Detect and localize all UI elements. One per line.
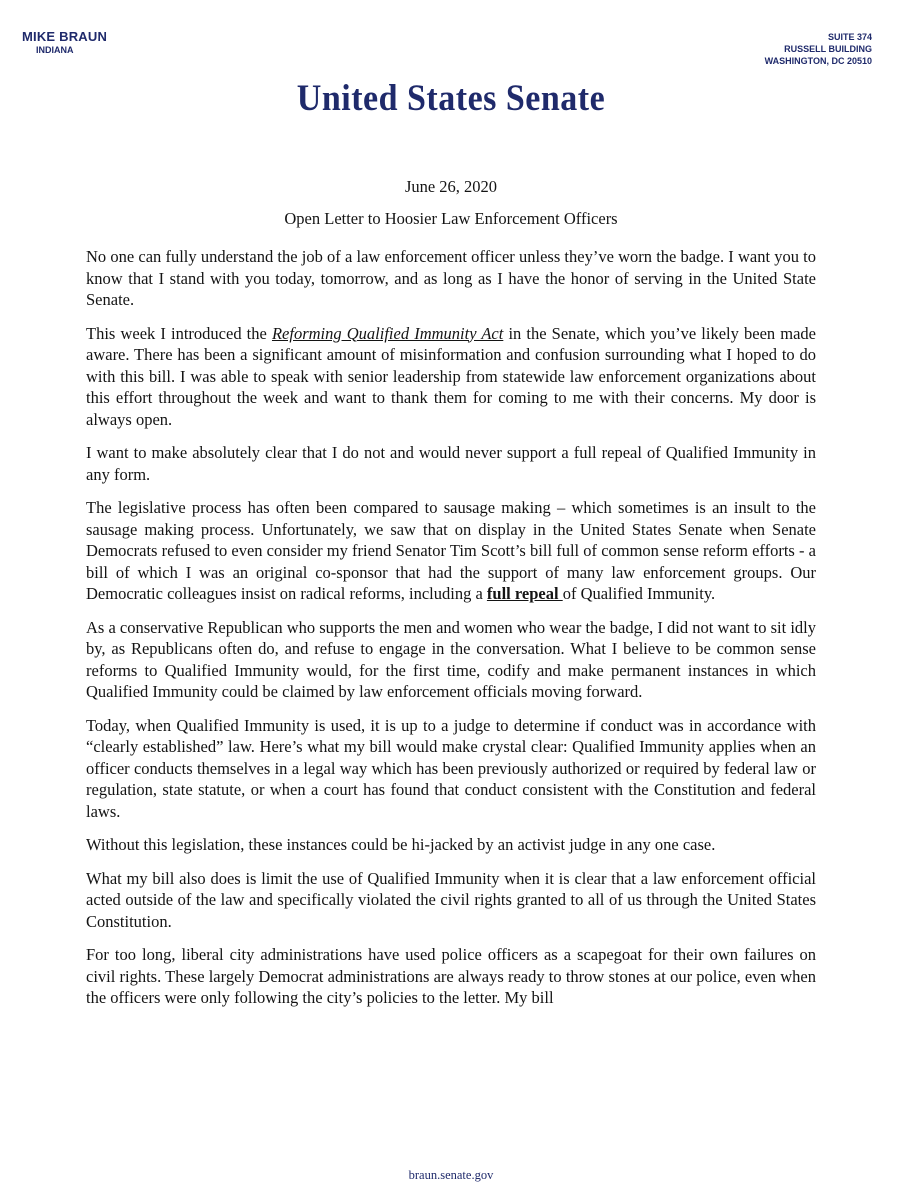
office-suite: SUITE 374 — [827, 32, 872, 42]
footer-website: braun.senate.gov — [408, 1168, 494, 1182]
paragraph-2 — [86, 323, 816, 431]
bill-title: Reforming Qualified Immunity Act — [271, 323, 504, 343]
letterhead-office-address — [765, 32, 872, 68]
paragraph-8: What my bill also does is limit the use of Qualified Immunity when it is clear that a law enforcement official acted outside of the law and specifically violated the civil rights granted to all of us through the United States Constitution. — [86, 868, 816, 931]
paragraph-3: I want to make absolutely clear that I do not and would never support a full repeal of Qualified Immunity in any form. — [86, 443, 816, 484]
letterhead-sender — [22, 30, 107, 55]
paragraph-7: Without this legislation, these instances could be hi-jacked by an activist judge in any one case. — [86, 835, 716, 854]
paragraph-2-text-b: in the Senate, which you’ve likely been made aware. There has been a significant amount of misinformation and confusion surrounding what I hoped to do with this bill. I was able to speak with senior leadership from statewide law enforcement organizations about this effort throughout the week and want to thank them for coming to me with their concerns. My door is always open. — [86, 323, 816, 429]
letter-subject: Open Letter to Hoosier Law Enforcement Officers — [284, 209, 618, 228]
paragraph-4 — [86, 497, 816, 605]
paragraph-9: For too long, liberal city administrations have used police officers as a scapegoat for their own failures on civil rights. These largely Democrat administrations are always ready to throw stones at our police, even when the officers were only following the city’s policies to the letter. My bill — [86, 945, 816, 1007]
office-city: WASHINGTON, DC 20510 — [764, 55, 872, 66]
full-repeal-emphasis: full repeal — [486, 584, 563, 603]
paragraph-1: No one can fully understand the job of a law enforcement officer unless they’ve worn the badge. I want you to know that I stand with you today, tomorrow, and as long as I have the honor of serving in the United State Senate. — [86, 247, 816, 309]
senator-name: MIKE BRAUN — [22, 29, 108, 44]
office-building: RUSSELL BUILDING — [784, 43, 872, 54]
paragraph-2-text-a: This week I introduced the — [86, 323, 272, 343]
senate-masthead: United States Senate — [296, 78, 606, 119]
paragraph-4-text-b: of Qualified Immunity. — [562, 584, 716, 603]
letter-body — [86, 246, 816, 1021]
paragraph-6: Today, when Qualified Immunity is used, it is up to a judge to determine if conduct was in accordance with “clearly established” law. Here’s what my bill would make crystal clear: Qualified Immunity applies when an officer conducts themselves in a legal way which has been previously authorized or required by federal law or regulation, state statute, or when a court has found that conduct consistent with the Constitution and federal laws. — [86, 715, 816, 821]
paragraph-4-text-a: The legislative process has often been compared to sausage making – which sometimes is an insult to the sausage making process. Unfortunately, we saw that on display in the United States Senate when Senate Democrats refused to even consider my friend Senator Tim Scott’s bill full of common sense reform efforts - a bill of which I was an original co-sponsor that had the support of many law enforcement groups. Our Democratic colleagues insist on radical reforms, including a — [86, 498, 816, 603]
senator-state: INDIANA — [36, 44, 74, 55]
paragraph-5: As a conservative Republican who supports the men and women who wear the badge, I did not want to sit idly by, as Republicans often do, and refuse to engage in the conversation. What I believe to be common sense reforms to Qualified Immunity would, for the first time, codify and make permanent instances in which Qualified Immunity could be claimed by law enforcement officials moving forward. — [86, 617, 816, 701]
letter-date: June 26, 2020 — [404, 177, 498, 196]
